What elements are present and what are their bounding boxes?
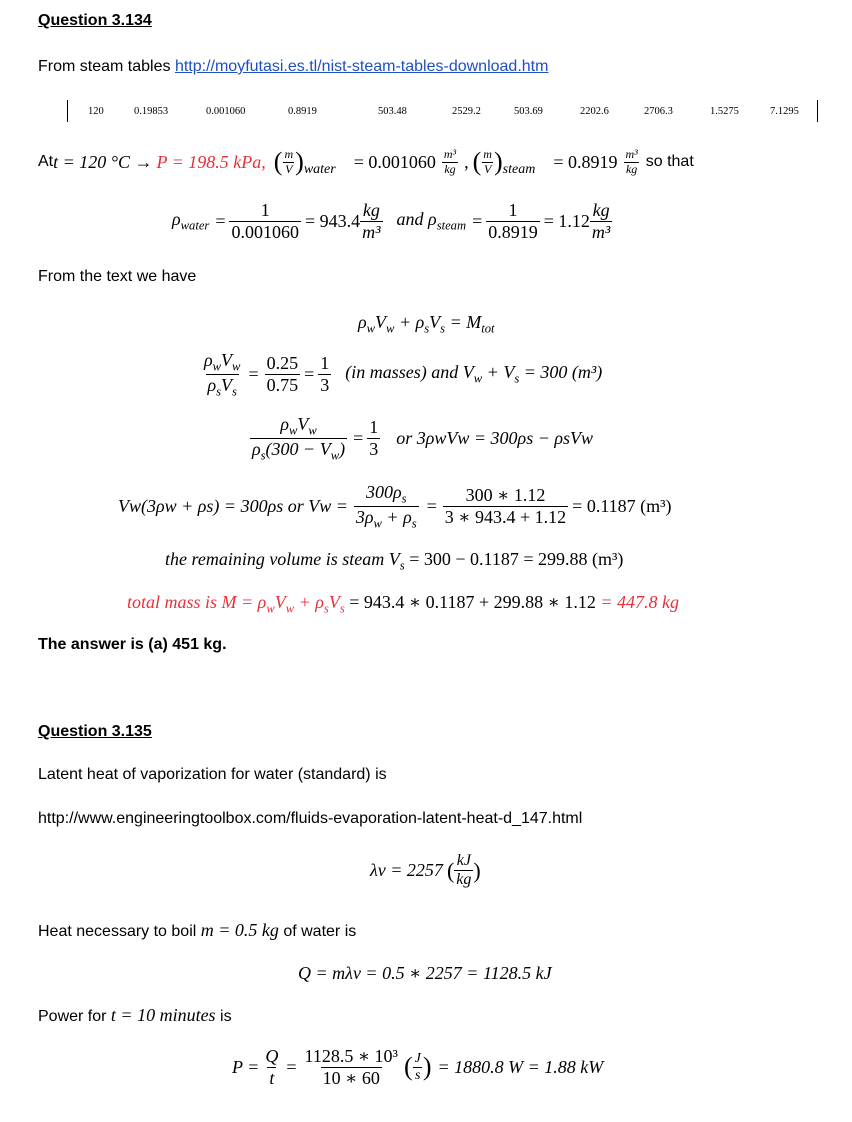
subscript-water: water	[303, 162, 336, 177]
table-cell: 2529.2	[452, 106, 481, 117]
q135-url[interactable]: http://www.engineeringtoolbox.com/fluids-evaporation-latent-heat-d_147.html	[38, 810, 583, 827]
v-water: = 0.001060	[353, 151, 436, 172]
table-cell: 0.8919	[288, 106, 317, 117]
heat-mass: m = 0.5 kg	[200, 920, 279, 940]
unit-kg-m3: $\frac{kg}{\text{m³}}$	[362, 200, 381, 242]
lambda-eq: λv = 2257	[370, 860, 443, 881]
m-over-v: $\frac{m}{V}$	[284, 146, 294, 176]
table-cell: 120	[88, 106, 104, 117]
table-cell: 503.48	[378, 106, 407, 117]
ratio-frac: $\frac{\rho_wV_w}{\rho_sV_s}$	[204, 350, 241, 399]
power-eq-line: P = $\frac{Q}{t}$ = $\frac{\text{1128.5 ∗ 10³}}{10 ∗ 60}$ ( $\frac{J}{s}$ ) = 1880.8 W = 1.88 kW	[232, 1046, 604, 1088]
unit-kg-m3-2: $\frac{kg}{\text{m³}}$	[591, 200, 611, 242]
heat-line: Heat necessary to boil m = 0.5 kg of water is	[38, 920, 357, 940]
and-rho-steam: and $\rho_{steam}$	[396, 208, 467, 233]
subscript-steam: steam	[502, 162, 536, 177]
power-frac: $\frac{\text{1128.5 ∗ 10³}}{10 ∗ 60}$	[304, 1046, 398, 1088]
total-mass-result: = 447.8 kg	[600, 592, 679, 612]
steam-tables-link[interactable]: http://moyfutasi.es.tl/nist-steam-tables-download.htm	[174, 58, 549, 75]
q135-latent: Latent heat of vaporization for water (standard) is	[38, 766, 387, 783]
table-cell: 2202.6	[580, 106, 609, 117]
table-cell: 2706.3	[644, 106, 673, 117]
rho-water-value: = 943.4	[304, 210, 361, 231]
ratio-frac-2: $\frac{\rho_wV_w}{\rho_s(300 - V_w)}$	[252, 414, 346, 463]
q134-heading: Question 3.134	[38, 12, 152, 29]
power-result: = 1880.8 W = 1.88 kW	[437, 1056, 604, 1077]
table-right-bar	[817, 100, 818, 122]
q135-heading: Question 3.135	[38, 723, 152, 740]
q134-answer: The answer is (a) 451 kg.	[38, 636, 227, 653]
lambda-line: λv = 2257 ( $\frac{kJ}{kg}$ )	[370, 852, 481, 889]
table-cell: 1.5275	[710, 106, 739, 117]
at-prefix: At	[38, 153, 54, 170]
q134-intro-text: From steam tables	[38, 58, 175, 75]
total-mass-calc: = 943.4 ∗ 0.1187 + 299.88 ∗ 1.12	[349, 592, 596, 612]
so-that: so that	[645, 153, 694, 170]
total-mass-line	[127, 592, 679, 617]
in-masses: (in masses) and $V_w + V_s = 300$ (m³)	[345, 362, 603, 386]
remaining-volume: the remaining volume is steam $V_s = 300 - 0.1187 = 299.88$ (m³)	[165, 549, 624, 573]
rho-steam-value: = 1.12	[543, 210, 590, 231]
table-cell: 7.1295	[770, 106, 799, 117]
ratio-line-2: $\frac{\rho_wV_w}{\rho_s(300 - V_w)}$ = $\frac{1}{3}$ or 3ρwVw = 300ρs − ρsVw	[252, 414, 593, 463]
power-time: t = 10 minutes	[110, 1005, 216, 1025]
frac-one-third-2: $\frac{1}{3}$	[369, 417, 379, 460]
rho-water-frac: $\frac{1}{0.001060}$	[231, 200, 299, 242]
or-3-eq: or 3ρwVw = 300ρs − ρsVw	[396, 428, 593, 449]
vw-left: Vw(3ρw + ρs) = 300ρs or Vw =	[118, 496, 348, 517]
unit-m3-kg-2: $\frac{\text{m³}}{kg}$	[625, 146, 638, 176]
mass-balance-eq: $\rho_wV_w + \rho_sV_s = M_{tot}$	[358, 312, 495, 336]
rho-water-label: $\rho_{water}$	[172, 208, 210, 233]
vw-numeric-frac: $\frac{300 ∗ 1.12}{3 ∗ 943.4 + 1.12}$	[444, 485, 567, 528]
table-cell: 0.001060	[206, 106, 246, 117]
q134-state-line: At t = 120 °C → P = 198.5 kPa, ( $\frac{m}{V}$ ) water = 0.001060 $\frac{\text{m³}}{kg}$ , ( $\frac{m}{V}$ ) steam = 0.8919 $\frac{\text{m³}}{kg}$ so that	[38, 146, 694, 177]
pressure: P = 198.5 kPa,	[156, 151, 266, 172]
frac-one-third: $\frac{1}{3}$	[320, 353, 330, 396]
from-text: From the text we have	[38, 268, 197, 285]
table-cell: 0.19853	[134, 106, 169, 117]
q134-intro	[38, 58, 548, 76]
table-left-bar	[67, 100, 68, 122]
q-eq: Q = mλv = 0.5 ∗ 2257 = 1128.5 kJ	[298, 963, 552, 983]
unit-kj-kg: $\frac{kJ}{kg}$	[456, 852, 472, 889]
frac-025-075: $\frac{0.25}{0.75}$	[266, 353, 299, 396]
paren-open: (	[273, 147, 283, 176]
paren-close: )	[295, 147, 304, 176]
rho-steam-frac: $\frac{1}{0.8919}$	[488, 200, 538, 242]
unit-j-s: $\frac{J}{s}$	[414, 1050, 421, 1083]
q-over-t: $\frac{Q}{t}$	[265, 1046, 279, 1088]
vw-frac: $\frac{300\rho_s}{3\rho_w + \rho_s}$	[355, 482, 417, 531]
p-symbol: P =	[232, 1056, 260, 1077]
vw-result: = 0.1187 (m³)	[572, 496, 672, 517]
total-mass-label: total mass is $M = \rho_wV_w + \rho_sV_s$	[127, 592, 345, 616]
table-cell: 503.69	[514, 106, 543, 117]
temperature: t = 120 °C →	[53, 151, 153, 172]
unit-m3-kg: $\frac{\text{m³}}{kg}$	[443, 146, 457, 176]
power-line: Power for t = 10 minutes is	[38, 1005, 232, 1025]
vw-line: Vw(3ρw + ρs) = 300ρs or Vw = $\frac{300\rho_s}{3\rho_w + \rho_s}$ = $\frac{300 ∗ 1.12}{3 ∗ 943.4 + 1.12}$ = 0.1187 (m³)	[118, 482, 672, 531]
density-line: $\rho_{water}$ = $\frac{1}{0.001060}$ = 943.4 $\frac{kg}{\text{m³}}$ and $\rho_{steam}$ = $\frac{1}{0.8919}$ = 1.12 $\frac{kg}{\text{m³}}$	[172, 200, 611, 242]
steam-table-row	[64, 100, 820, 126]
v-steam: = 0.8919	[553, 151, 618, 172]
ratio-line: $\frac{\rho_wV_w}{\rho_sV_s}$ = $\frac{0.25}{0.75}$ = $\frac{1}{3}$ (in masses) and $V_w + V_s = 300$ (m³)	[204, 350, 603, 399]
m-over-v-2: $\frac{m}{V}$	[483, 146, 492, 176]
